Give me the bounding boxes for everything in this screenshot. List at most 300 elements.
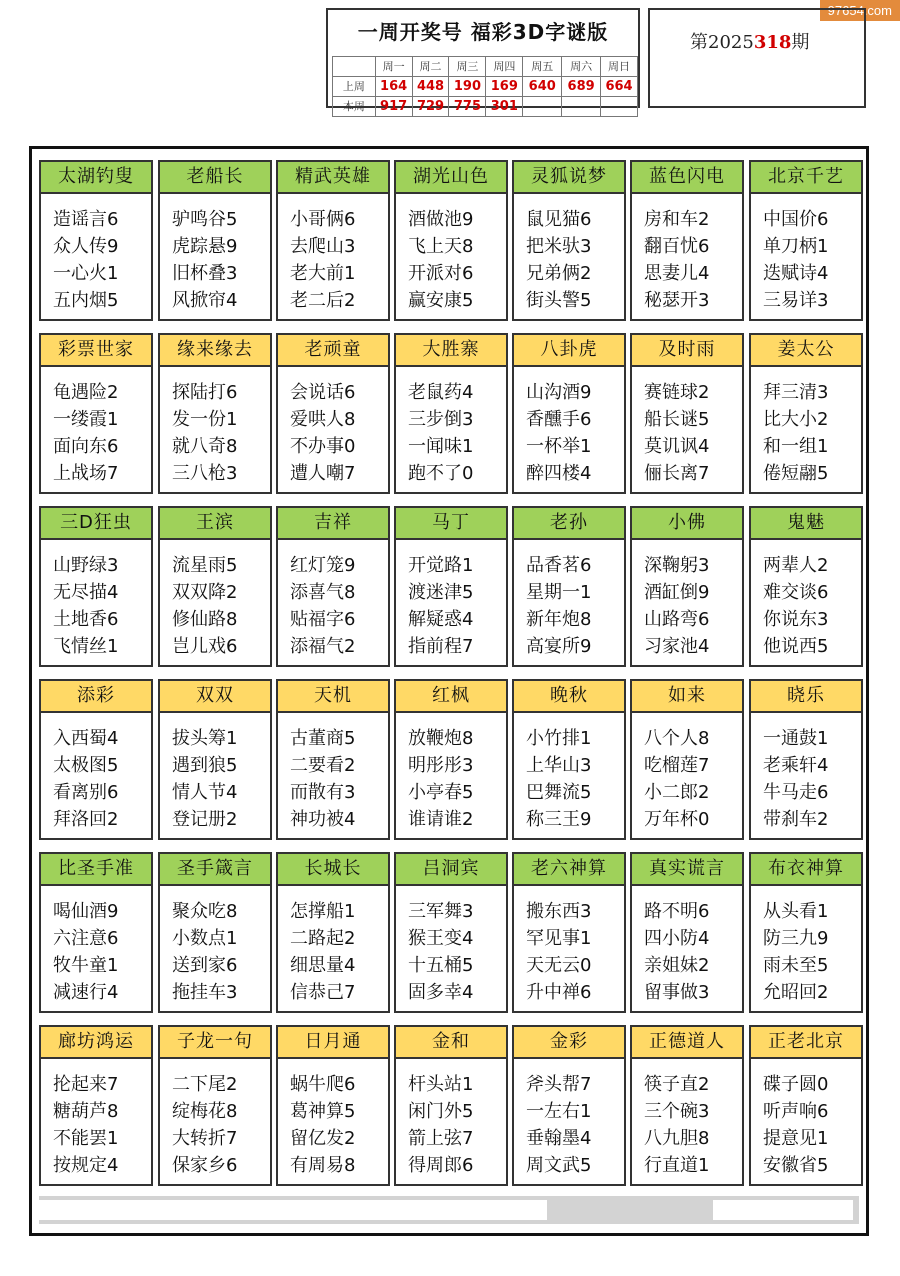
riddle-line: 龟遇险2	[53, 382, 119, 403]
riddle-line: 你说东3	[763, 609, 829, 630]
riddle-line: 固多幸4	[408, 982, 474, 1003]
riddle-line: 山沟酒9	[526, 382, 592, 403]
riddle-line: 明彤彤3	[408, 755, 474, 776]
result-cell: 169	[486, 77, 523, 97]
riddle-line: 古董商5	[290, 728, 356, 749]
riddle-line: 安徽省5	[763, 1155, 829, 1176]
riddle-line: 发一份1	[172, 409, 238, 430]
card-title: 正德道人	[632, 1027, 742, 1059]
card-lines	[41, 713, 151, 833]
weekly-results-table	[332, 56, 638, 117]
riddle-line: 垂翰墨4	[526, 1128, 592, 1149]
riddle-line: 不能罢1	[53, 1128, 119, 1149]
riddle-line: 一通鼓1	[763, 728, 829, 749]
riddle-card	[749, 160, 863, 321]
riddle-line: 行直道1	[644, 1155, 710, 1176]
riddle-card	[276, 506, 390, 667]
riddle-line: 就八奇8	[172, 436, 238, 457]
riddle-line: 把米驮3	[526, 236, 592, 257]
card-lines	[278, 367, 388, 487]
card-lines	[41, 367, 151, 487]
card-lines	[396, 540, 506, 660]
riddle-card	[512, 1025, 626, 1186]
riddle-line: 牛马走6	[763, 782, 829, 803]
riddle-line: 筷子直2	[644, 1074, 710, 1095]
riddle-line: 老大前1	[290, 263, 356, 284]
riddle-line: 小哥俩6	[290, 209, 356, 230]
riddle-card	[394, 333, 508, 494]
riddle-line: 高宴所9	[526, 636, 592, 657]
card-lines	[514, 367, 624, 487]
riddle-line: 斧头帮7	[526, 1074, 592, 1095]
riddle-card	[394, 1025, 508, 1186]
riddle-card	[394, 679, 508, 840]
card-title: 长城长	[278, 854, 388, 886]
riddle-card	[39, 506, 153, 667]
card-title: 蓝色闪电	[632, 162, 742, 194]
riddle-line: 搬东西3	[526, 901, 592, 922]
issue-number	[690, 28, 809, 54]
card-lines	[632, 540, 742, 660]
riddle-line: 蜗牛爬6	[290, 1074, 356, 1095]
riddle-line: 小数点1	[172, 928, 238, 949]
riddle-line: 旧杯叠3	[172, 263, 238, 284]
riddle-line: 而散有3	[290, 782, 356, 803]
card-title: 廊坊鸿运	[41, 1027, 151, 1059]
riddle-card	[39, 1025, 153, 1186]
riddle-line: 小竹排1	[526, 728, 592, 749]
riddle-line: 上战场7	[53, 463, 119, 484]
riddle-line: 二要看2	[290, 755, 356, 776]
card-title: 北京千艺	[751, 162, 861, 194]
riddle-card	[630, 1025, 744, 1186]
riddle-card	[512, 852, 626, 1013]
weekly-results-panel	[326, 8, 640, 114]
card-lines	[632, 367, 742, 487]
riddle-card	[749, 333, 863, 494]
card-lines	[514, 540, 624, 660]
card-lines	[41, 886, 151, 1006]
riddle-line: 流星雨5	[172, 555, 238, 576]
riddle-line: 神功被4	[290, 809, 356, 830]
card-title: 日月通	[278, 1027, 388, 1059]
riddle-line: 他说西5	[763, 636, 829, 657]
riddle-line: 三步倒3	[408, 409, 474, 430]
riddle-line: 葛神算5	[290, 1101, 356, 1122]
riddle-line: 十五桶5	[408, 955, 474, 976]
riddle-line: 遇到狼5	[172, 755, 238, 776]
card-lines	[396, 367, 506, 487]
card-title: 老顽童	[278, 335, 388, 367]
card-title: 晚秋	[514, 681, 624, 713]
riddle-line: 街头警5	[526, 290, 592, 311]
riddle-line: 品香茗6	[526, 555, 592, 576]
riddle-line: 上华山3	[526, 755, 592, 776]
riddle-line: 面向东6	[53, 436, 119, 457]
riddle-card	[630, 160, 744, 321]
card-title: 大胜寨	[396, 335, 506, 367]
card-lines	[751, 1059, 861, 1179]
last-week-label: 上周	[333, 77, 376, 97]
riddle-card	[158, 679, 272, 840]
issue-panel	[648, 8, 866, 108]
riddle-line: 贴福字6	[290, 609, 356, 630]
riddle-card	[158, 160, 272, 321]
riddle-line: 路不明6	[644, 901, 710, 922]
riddle-line: 杆头站1	[408, 1074, 474, 1095]
card-lines	[278, 194, 388, 314]
riddle-line: 从头看1	[763, 901, 829, 922]
result-cell: 301	[486, 97, 523, 117]
riddle-line: 探陆打6	[172, 382, 238, 403]
card-lines	[278, 540, 388, 660]
card-title: 灵狐说梦	[514, 162, 624, 194]
riddle-line: 抡起来7	[53, 1074, 119, 1095]
riddle-line: 爱哄人8	[290, 409, 356, 430]
riddle-card	[749, 506, 863, 667]
card-title: 双双	[160, 681, 270, 713]
riddle-line: 猴王变4	[408, 928, 474, 949]
card-title: 如来	[632, 681, 742, 713]
riddle-line: 拜三清3	[763, 382, 829, 403]
riddle-line: 酒缸倒9	[644, 582, 710, 603]
riddle-line: 六注意6	[53, 928, 119, 949]
card-title: 彩票世家	[41, 335, 151, 367]
riddle-line: 二下尾2	[172, 1074, 238, 1095]
riddle-line: 老鼠药4	[408, 382, 474, 403]
riddle-line: 山野绿3	[53, 555, 119, 576]
riddle-line: 渡迷津5	[408, 582, 474, 603]
riddle-line: 天无云0	[526, 955, 592, 976]
card-lines	[396, 886, 506, 1006]
riddle-line: 莫讥讽4	[644, 436, 710, 457]
riddle-line: 指前程7	[408, 636, 474, 657]
riddle-line: 谁请谁2	[408, 809, 474, 830]
card-lines	[751, 886, 861, 1006]
footer-blank-right	[713, 1200, 853, 1220]
riddle-card	[394, 852, 508, 1013]
result-cell	[601, 97, 638, 117]
riddle-line: 怎撑船1	[290, 901, 356, 922]
riddle-line: 会说话6	[290, 382, 356, 403]
riddle-card	[749, 852, 863, 1013]
card-lines	[41, 540, 151, 660]
riddle-line: 绽梅花8	[172, 1101, 238, 1122]
day-header: 周四	[486, 57, 523, 77]
card-lines	[278, 713, 388, 833]
card-title: 子龙一句	[160, 1027, 270, 1059]
riddle-line: 风掀帘4	[172, 290, 238, 311]
riddle-line: 罕见事1	[526, 928, 592, 949]
riddle-line: 细思量4	[290, 955, 356, 976]
riddle-line: 一闻味1	[408, 436, 474, 457]
riddle-line: 亲姐妹2	[644, 955, 710, 976]
riddle-line: 听声响6	[763, 1101, 829, 1122]
riddle-line: 大转折7	[172, 1128, 238, 1149]
issue-suffix: 期	[791, 32, 810, 53]
riddle-card	[276, 160, 390, 321]
riddle-line: 一缕霞1	[53, 409, 119, 430]
card-title: 老船长	[160, 162, 270, 194]
day-header: 周一	[375, 57, 412, 77]
card-title: 马丁	[396, 508, 506, 540]
riddle-line: 开派对6	[408, 263, 474, 284]
card-lines	[278, 1059, 388, 1179]
riddle-line: 二路起2	[290, 928, 356, 949]
riddle-line: 难交谈6	[763, 582, 829, 603]
riddle-line: 老乘轩4	[763, 755, 829, 776]
riddle-line: 驴鸣谷5	[172, 209, 238, 230]
result-cell: 917	[375, 97, 412, 117]
card-lines	[632, 194, 742, 314]
riddle-line: 万年杯0	[644, 809, 710, 830]
riddle-line: 老二后2	[290, 290, 356, 311]
riddle-line: 周文武5	[526, 1155, 592, 1176]
riddle-card	[276, 1025, 390, 1186]
card-title: 天机	[278, 681, 388, 713]
riddle-line: 迭赋诗4	[763, 263, 829, 284]
card-title: 及时雨	[632, 335, 742, 367]
riddle-line: 造谣言6	[53, 209, 119, 230]
riddle-card	[630, 852, 744, 1013]
day-header: 周五	[523, 57, 562, 77]
riddle-line: 入西蜀4	[53, 728, 119, 749]
riddle-line: 赢安康5	[408, 290, 474, 311]
riddle-line: 新年炮8	[526, 609, 592, 630]
riddle-line: 有周易8	[290, 1155, 356, 1176]
riddle-line: 船长谜5	[644, 409, 710, 430]
riddle-line: 跑不了0	[408, 463, 474, 484]
card-lines	[751, 194, 861, 314]
riddle-line: 四小防4	[644, 928, 710, 949]
day-header: 周二	[412, 57, 449, 77]
riddle-card	[276, 679, 390, 840]
card-lines	[160, 367, 270, 487]
card-lines	[751, 713, 861, 833]
card-title: 姜太公	[751, 335, 861, 367]
riddle-line: 红灯笼9	[290, 555, 356, 576]
card-title: 比圣手准	[41, 854, 151, 886]
riddle-line: 五内烟5	[53, 290, 119, 311]
card-lines	[41, 194, 151, 314]
issue-prefix: 第2025	[690, 32, 754, 53]
site-watermark: 97654.com	[820, 0, 900, 21]
riddle-card	[158, 852, 272, 1013]
result-cell: 640	[523, 77, 562, 97]
riddle-line: 解疑惑4	[408, 609, 474, 630]
result-cell: 729	[412, 97, 449, 117]
riddle-card	[512, 333, 626, 494]
riddle-line: 信恭己7	[290, 982, 356, 1003]
riddle-line: 一心火1	[53, 263, 119, 284]
footer-bar	[39, 1196, 859, 1224]
card-lines	[160, 194, 270, 314]
riddle-line: 防三九9	[763, 928, 829, 949]
card-title: 吕洞宾	[396, 854, 506, 886]
riddle-card	[749, 679, 863, 840]
riddle-line: 登记册2	[172, 809, 238, 830]
riddle-line: 八九胆8	[644, 1128, 710, 1149]
card-lines	[160, 1059, 270, 1179]
card-title: 金彩	[514, 1027, 624, 1059]
riddle-line: 巴舞流5	[526, 782, 592, 803]
riddle-line: 允昭回2	[763, 982, 829, 1003]
riddle-line: 小亭春5	[408, 782, 474, 803]
riddle-line: 三易详3	[763, 290, 829, 311]
riddle-line: 翻百忧6	[644, 236, 710, 257]
card-lines	[396, 713, 506, 833]
riddle-line: 比大小2	[763, 409, 829, 430]
riddle-card	[630, 506, 744, 667]
card-lines	[278, 886, 388, 1006]
riddle-line: 习家池4	[644, 636, 710, 657]
card-title: 老孙	[514, 508, 624, 540]
riddle-line: 小二郎2	[644, 782, 710, 803]
panel-title: 一周开奖号 福彩3D字谜版	[357, 20, 609, 44]
riddle-card	[39, 160, 153, 321]
card-lines	[160, 713, 270, 833]
card-title: 真实谎言	[632, 854, 742, 886]
riddle-line: 糖葫芦8	[53, 1101, 119, 1122]
riddle-card	[630, 679, 744, 840]
card-lines	[396, 1059, 506, 1179]
riddle-line: 称三王9	[526, 809, 592, 830]
riddle-line: 无尽描4	[53, 582, 119, 603]
result-cell: 689	[562, 77, 601, 97]
riddle-line: 不办事0	[290, 436, 356, 457]
riddle-line: 碟子圆0	[763, 1074, 829, 1095]
riddle-line: 鼠见猫6	[526, 209, 592, 230]
riddle-card	[39, 679, 153, 840]
riddle-line: 赛链球2	[644, 382, 710, 403]
card-lines	[632, 886, 742, 1006]
riddle-line: 单刀柄1	[763, 236, 829, 257]
riddle-line: 秘瑟开3	[644, 290, 710, 311]
riddle-line: 三军舞3	[408, 901, 474, 922]
result-cell: 164	[375, 77, 412, 97]
card-lines	[514, 886, 624, 1006]
corner-cell	[333, 57, 376, 77]
card-lines	[514, 194, 624, 314]
card-title: 添彩	[41, 681, 151, 713]
riddle-line: 岂儿戏6	[172, 636, 238, 657]
riddle-line: 送到家6	[172, 955, 238, 976]
result-cell: 448	[412, 77, 449, 97]
riddle-card	[158, 1025, 272, 1186]
riddle-line: 拜洛回2	[53, 809, 119, 830]
card-lines	[751, 540, 861, 660]
riddle-line: 减速行4	[53, 982, 119, 1003]
riddle-line: 一杯举1	[526, 436, 592, 457]
riddle-line: 山路弯6	[644, 609, 710, 630]
riddle-line: 放鞭炮8	[408, 728, 474, 749]
card-title: 小佛	[632, 508, 742, 540]
riddle-card	[394, 506, 508, 667]
riddle-line: 醉四楼4	[526, 463, 592, 484]
riddle-line: 雨未至5	[763, 955, 829, 976]
riddle-line: 土地香6	[53, 609, 119, 630]
riddle-line: 升中禅6	[526, 982, 592, 1003]
card-lines	[396, 194, 506, 314]
riddle-line: 提意见1	[763, 1128, 829, 1149]
riddle-line: 香醺手6	[526, 409, 592, 430]
riddle-line: 兄弟俩2	[526, 263, 592, 284]
riddle-line: 喝仙酒9	[53, 901, 119, 922]
riddle-card	[39, 852, 153, 1013]
result-cell: 190	[449, 77, 486, 97]
card-title: 太湖钓叟	[41, 162, 151, 194]
riddle-card	[749, 1025, 863, 1186]
riddle-line: 开觉路1	[408, 555, 474, 576]
day-header: 周六	[562, 57, 601, 77]
riddle-line: 箭上弦7	[408, 1128, 474, 1149]
riddle-line: 众人传9	[53, 236, 119, 257]
card-title: 王滨	[160, 508, 270, 540]
card-lines	[160, 540, 270, 660]
card-title: 晓乐	[751, 681, 861, 713]
riddle-line: 遭人嘲7	[290, 463, 356, 484]
riddle-line: 和一组1	[763, 436, 829, 457]
card-lines	[632, 713, 742, 833]
riddle-line: 去爬山3	[290, 236, 356, 257]
riddle-line: 太极图5	[53, 755, 119, 776]
result-cell	[562, 97, 601, 117]
riddle-line: 修仙路8	[172, 609, 238, 630]
riddle-line: 房和车2	[644, 209, 710, 230]
issue-num: 318	[753, 32, 792, 53]
riddle-grid	[39, 160, 865, 1190]
riddle-line: 牧牛童1	[53, 955, 119, 976]
result-cell: 664	[601, 77, 638, 97]
riddle-card	[630, 333, 744, 494]
card-lines	[160, 886, 270, 1006]
card-title: 缘来缘去	[160, 335, 270, 367]
riddle-line: 闲门外5	[408, 1101, 474, 1122]
riddle-line: 飞情丝1	[53, 636, 119, 657]
riddle-card	[276, 333, 390, 494]
riddle-card	[39, 333, 153, 494]
riddle-line: 得周郎6	[408, 1155, 474, 1176]
card-title: 布衣神算	[751, 854, 861, 886]
card-title: 三D狂虫	[41, 508, 151, 540]
riddle-line: 虎踪悬9	[172, 236, 238, 257]
riddle-line: 思妻儿4	[644, 263, 710, 284]
riddle-line: 保家乡6	[172, 1155, 238, 1176]
riddle-line: 留亿发2	[290, 1128, 356, 1149]
riddle-line: 情人节4	[172, 782, 238, 803]
riddle-line: 看离别6	[53, 782, 119, 803]
riddle-line: 两辈人2	[763, 555, 829, 576]
riddle-line: 拔头筹1	[172, 728, 238, 749]
day-header: 周三	[449, 57, 486, 77]
card-title: 吉祥	[278, 508, 388, 540]
riddle-line: 按规定4	[53, 1155, 119, 1176]
riddle-line: 倦短翮5	[763, 463, 829, 484]
card-lines	[41, 1059, 151, 1179]
footer-blank-left	[39, 1200, 547, 1220]
riddle-line: 三个碗3	[644, 1101, 710, 1122]
card-title: 金和	[396, 1027, 506, 1059]
riddle-line: 留事做3	[644, 982, 710, 1003]
riddle-line: 添福气2	[290, 636, 356, 657]
riddle-card	[394, 160, 508, 321]
riddle-line: 添喜气8	[290, 582, 356, 603]
card-lines	[514, 1059, 624, 1179]
riddle-line: 飞上天8	[408, 236, 474, 257]
riddle-card	[512, 679, 626, 840]
riddle-card	[158, 506, 272, 667]
card-title: 正老北京	[751, 1027, 861, 1059]
